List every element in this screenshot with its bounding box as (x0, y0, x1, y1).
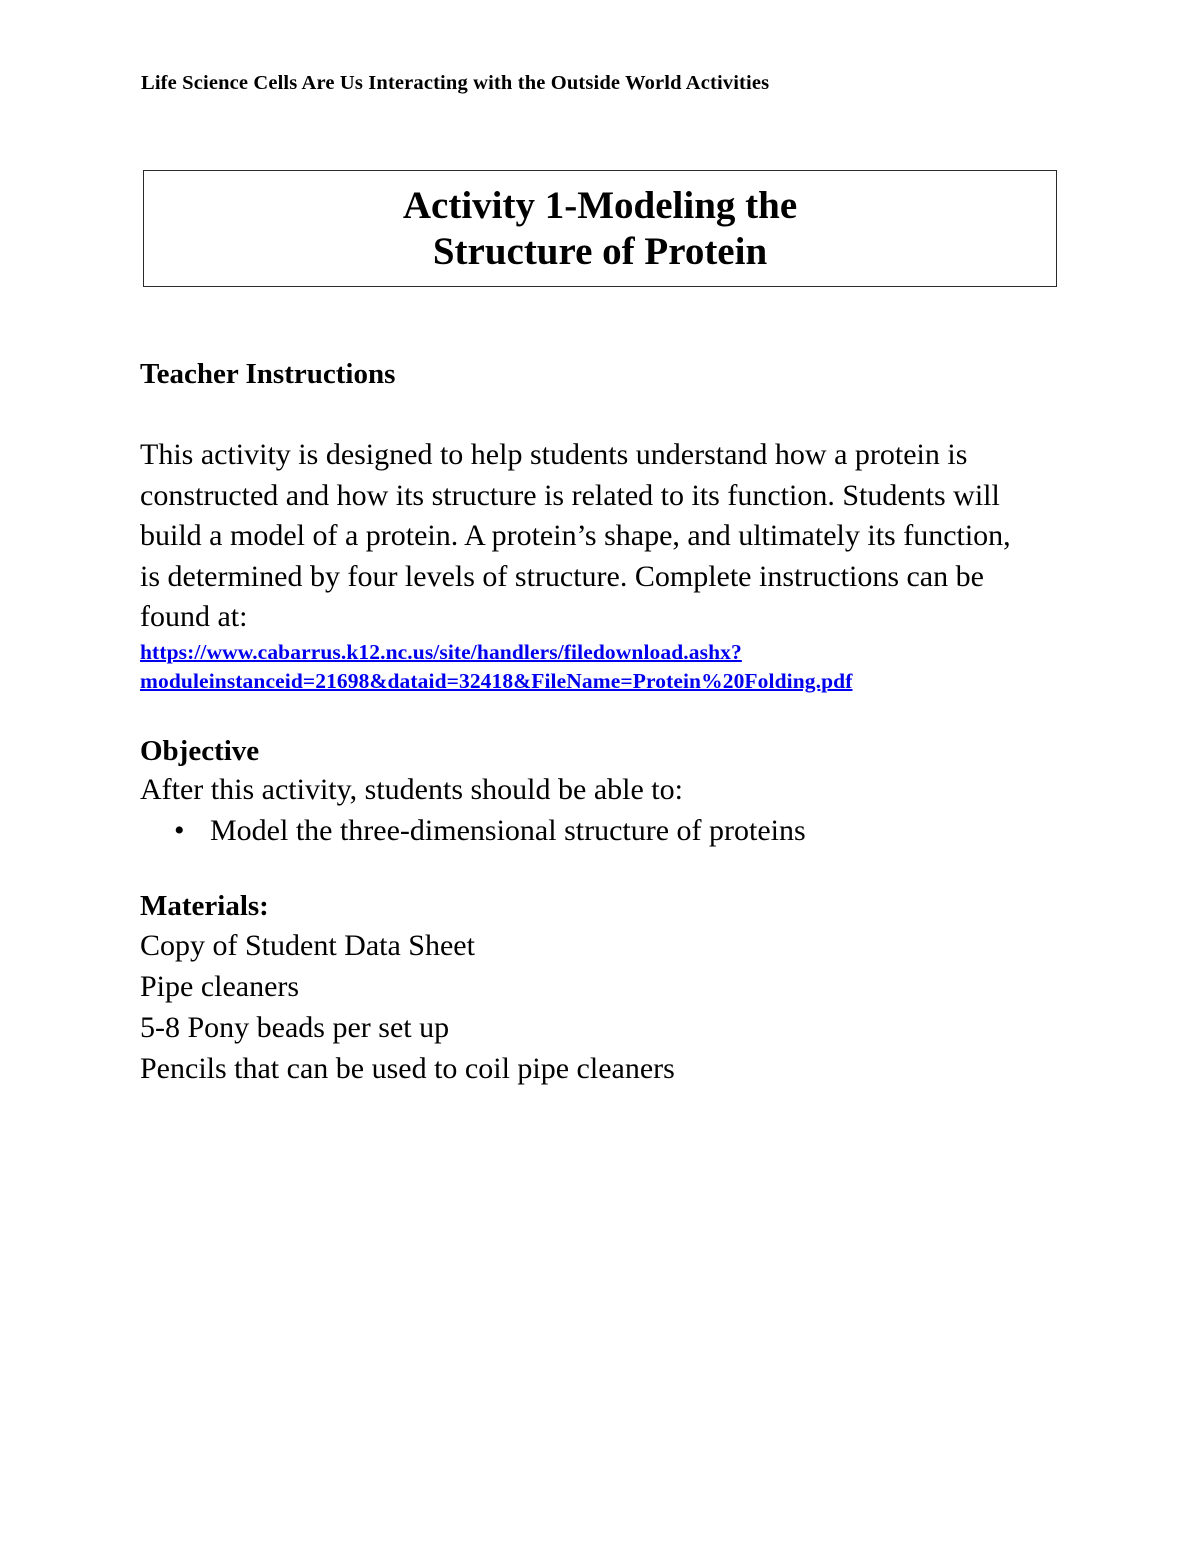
title-box (143, 170, 1057, 287)
heading-materials: Materials: (140, 890, 269, 922)
document-body (140, 355, 1040, 1089)
title-line-1: Activity 1-Modeling the (402, 183, 798, 227)
teacher-instructions-paragraph: This activity is designed to help students understand how a protein is constructed and how its structure is related to its function. Students will build a model of a protein. A protein’s shape, and ultimately its function, is determined by four levels of structure. Complete instructions can be found at: (140, 438, 1011, 633)
objective-intro-text: After this activity, students should be able to: (140, 772, 683, 806)
material-item-2: Pipe cleaners (140, 970, 300, 1003)
title-line-2: Structure of Protein (432, 229, 768, 273)
protein-folding-pdf-link-line-1[interactable]: https://www.cabarrus.k12.nc.us/site/handlers/filedownload.ashx? (140, 639, 742, 664)
resource-link-block (140, 638, 1040, 696)
bullet-icon: • (174, 814, 185, 847)
material-item-4: Pencils that can be used to coil pipe cleaners (140, 1052, 675, 1085)
heading-teacher-instructions: Teacher Instructions (140, 358, 396, 390)
spacer-before-materials (140, 851, 1040, 887)
objective-bullet-text: Model the three-dimensional structure of proteins (210, 814, 806, 847)
list-item (140, 810, 1040, 851)
spacer-after-teacher-heading (140, 393, 1040, 435)
heading-objective: Objective (140, 734, 260, 767)
material-item-1: Copy of Student Data Sheet (140, 929, 475, 962)
spacer-before-objective (140, 696, 1040, 732)
material-item-3: 5-8 Pony beads per set up (140, 1011, 450, 1044)
running-header: Life Science Cells Are Us Interacting with the Outside World Activities (141, 72, 770, 94)
protein-folding-pdf-link-line-2[interactable]: moduleinstanceid=21698&dataid=32418&FileName=Protein%20Folding.pdf (140, 668, 853, 693)
objective-bullet-list (140, 810, 1040, 851)
